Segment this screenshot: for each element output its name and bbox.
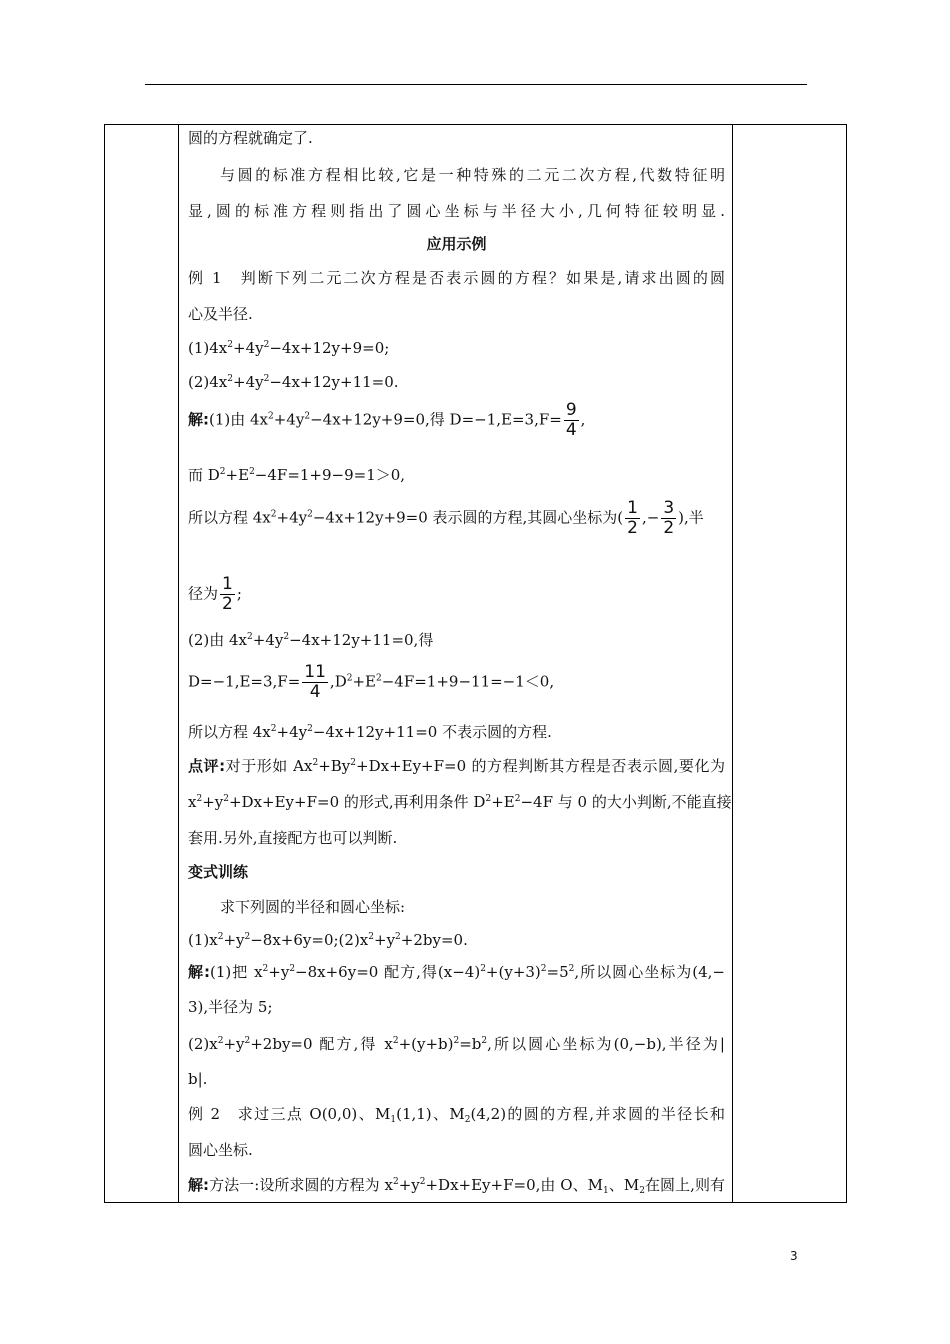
header-rule	[145, 84, 807, 85]
subsection-heading: 变式训练	[188, 863, 249, 881]
example-2-question: 例 2 求过三点 O(0,0)、$M_1(1,1)$、$M_2(4,2)$的圆的方程,并求圆的半径长和	[188, 1105, 725, 1125]
comment-line: $x^2+y^2+Dx+Ey+F=0$ 的形式,再利用条件 $D^2+E^2-4F$ 与 0 的大小判断,不能直接	[188, 793, 732, 811]
text-line: 求下列圆的半径和圆心坐标:	[220, 898, 406, 916]
text-line: 心及半径.	[188, 305, 253, 323]
solution-line: 解:方法一:设所求圆的方程为 $x^2+y^2+Dx+Ey+F=0$,由 O、$M_1$、$M_2$在圆上,则有	[188, 1176, 726, 1196]
equation-2: $(2)4x^2+4y^2-4x+12y+11=0$.	[188, 373, 399, 391]
text-line: 所以方程 $4x^2+4y^2-4x+12y+9=0$ 表示圆的方程,其圆心坐标为( $\frac{1}{2}$ ,− $\frac{3}{2}$ ),半	[188, 498, 704, 538]
fraction: $\frac{1}{2}$	[627, 498, 638, 538]
text-line: 圆的方程就确定了.	[188, 129, 313, 147]
equation-1: $(1)4x^2+4y^2-4x+12y+9=0$;	[188, 339, 390, 357]
solution-line: 解:(1)把 $x^2+y^2-8x+6y=0$ 配方,得$(x-4)^2+(y+3)^2=5^2$,所以圆心坐标为(4,−	[188, 963, 725, 981]
text-line: D=−1,E=3,F= $\frac{11}{4}$ $,D^2+E^2-4F=1+9-11=-1<0$,	[188, 662, 555, 702]
text-line: 而 $D^2+E^2-4F=1+9-9=1>0$,	[188, 466, 406, 484]
text-line: 3),半径为 5;	[188, 998, 273, 1016]
section-heading: 应用示例	[426, 235, 487, 253]
text-line: $(1)x^2+y^2-8x+6y=0;(2)x^2+y^2+2by=0$.	[188, 931, 468, 949]
fraction: $\frac{11}{4}$	[304, 662, 326, 702]
text-line: 套用.另外,直接配方也可以判断.	[188, 829, 398, 847]
text-line: 显,圆的标准方程则指出了圆心坐标与半径大小,几何特征较明显.	[188, 202, 725, 220]
text-line: 所以方程 $4x^2+4y^2-4x+12y+11=0$ 不表示圆的方程.	[188, 723, 552, 741]
text-line: 与圆的标准方程相比较,它是一种特殊的二元二次方程,代数特征明	[220, 166, 725, 184]
fraction: $\frac{1}{2}$	[222, 574, 233, 614]
text-line: b|.	[188, 1070, 208, 1088]
fraction: $\frac{9}{4}$	[565, 400, 577, 440]
text-line: 径为 $\frac{1}{2}$ ;	[188, 574, 242, 614]
page-number: 3	[790, 1249, 798, 1263]
text-line: (2)由 $4x^2+4y^2-4x+12y+11=0$,得	[188, 631, 434, 649]
right-column-divider	[732, 125, 733, 1202]
text-line: $(2)x^2+y^2+2by=0$ 配方,得 $x^2+(y+b)^2=b^2$,所以圆心坐标为(0,−b),半径为|	[188, 1035, 725, 1053]
left-column-divider	[178, 125, 179, 1202]
fraction: $\frac{3}{2}$	[663, 498, 675, 538]
comment-line: 点评:对于形如 $Ax^2+By^2+Dx+Ey+F=0$ 的方程判断其方程是否表示圆,要化为	[188, 757, 726, 775]
lesson-table	[104, 124, 847, 1203]
text-line: 圆心坐标.	[188, 1141, 253, 1159]
example-1-question: 例 1 判断下列二元二次方程是否表示圆的方程？如果是,请求出圆的圆	[188, 269, 725, 287]
solution-line: 解:(1)由 $4x^2+4y^2-4x+12y+9=0$,得 D=−1,E=3,F= $\frac{9}{4}$ ,	[188, 400, 586, 440]
